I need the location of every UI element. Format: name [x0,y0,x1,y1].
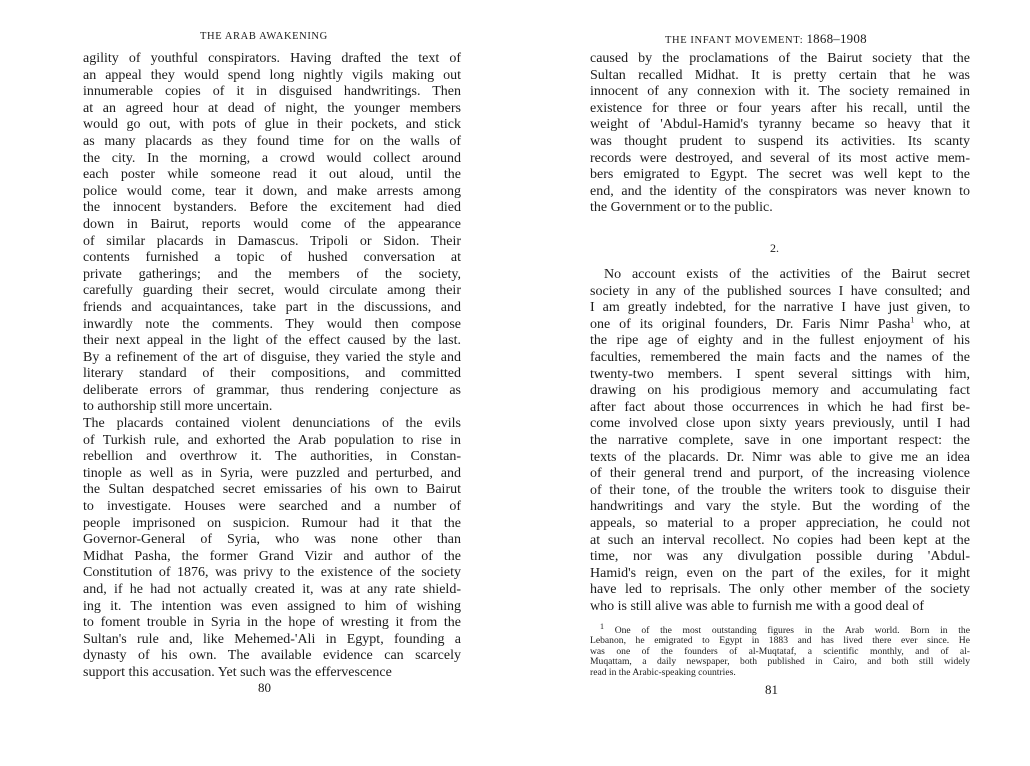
text-line: come involved close upon sixty years previously, until I had [590,416,970,432]
page-number: 80 [258,680,271,695]
text-line: as many placards as they found time for on the walls of [83,133,461,149]
text-line: weight of 'Abdul-Hamid's tyranny became so heavy that it [590,117,970,133]
footnote-line: Lebanon, he emigrated to Egypt in 1883 and has lived there ever since. He [590,635,970,647]
running-head-title: THE INFANT MOVEMENT: [665,35,807,46]
text-line: ing it. The intention was even assigned to him of wishing [83,598,461,614]
text-line: twenty-two members. I spent several sittings with him, [590,366,970,382]
text-line: bers emigrated to Egypt. The secret was well kept to the [590,167,970,183]
text-line: each poster while someone read it out aloud, until the [83,167,461,183]
text-line: rebellion and overthrow it. The authorities, in Constan- [83,449,461,465]
text-line: texts of the placards. Dr. Nimr was able to give me an idea [590,449,970,465]
text-line: private gatherings; and the members of the society, [83,266,461,282]
text-line: of Turkish rule, and exhorted the Arab population to rise in [83,432,461,448]
text-line: at such an interval recollect. No copies had been kept at the [590,532,970,548]
text-line: have led to reprisals. The only other member of the society [590,582,970,598]
text-line: innocent of any connexion with it. The society remained in [590,84,970,100]
text-line: people imprisoned on suspicion. Rumour had it that the [83,515,461,531]
text-line: their next appeal in the light of the effect caused by the last. [83,333,461,349]
footnote-marker: 1 [910,315,915,325]
text-line: handwritings and vary the style. But the wording of the [590,499,970,515]
text-line: I am greatly indebted, for the narrative I have just given, to [590,300,970,316]
body-text-section-1 [590,51,970,217]
text-line: friends and acquaintances, take part in the discussions, and [83,299,461,315]
text-line: of similar placards in Damascus. Tripoli or Sidon. Their [83,233,461,249]
text-line: would go out, with pots of glue in their pockets, and stick [83,117,461,133]
running-head-years: 1868–1908 [806,31,867,46]
text-line: Sultan's rule and, like Mehemed-'Ali in Egypt, founding a [83,631,461,647]
text-line: of their tone, of the trouble the writers took to disguise their [590,482,970,498]
text-line: literary standard of their compositions, and committed [83,366,461,382]
text-line: dynasty of his own. The available evidence can scarcely [83,648,461,664]
text-line: faculties, remembered the main facts and the names of the [590,349,970,365]
text-line: to investigate. Houses were searched and a number of [83,499,461,515]
text-line: carefully guarding their secret, would circulate among their [83,283,461,299]
text-line: The placards contained violent denunciations of the evils [83,416,461,432]
text-line: after fact about those occurrences in which he had first be- [590,399,970,415]
text-line: and, if he had not actually created it, was at any rate shield- [83,582,461,597]
text-line: the Government or to the public. [590,200,773,216]
section-number: 2. [770,241,779,255]
body-text [83,51,461,682]
text-line: the narrative complete, save in one important respect: the [590,432,970,448]
text-line: the innocent bystanders. Before the excitement had died [83,200,461,216]
text-line: end, and the identity of the conspirators was never known to [590,183,970,199]
right-page [515,0,1030,766]
text-line: of their general trend and purport, of the increasing violence [590,466,970,482]
text-line: No account exists of the activities of the Bairut secret [604,267,970,282]
footnote [590,621,970,678]
running-head: THE ARAB AWAKENING [200,31,328,42]
text-line: caused by the proclamations of the Bairut society that the [590,51,970,66]
footnote-line: Muqattam, a daily newspaper, both published in Cairo, and both still widely [590,656,970,668]
text-line: By a refinement of the art of disguise, they varied the style and [83,349,461,365]
text-line: drawing on his prodigious memory and accumulating fact [590,383,970,399]
text-line: agility of youthful conspirators. Having drafted the text of [83,51,461,66]
text-line: was thought prudent to suspend its activities. Its scanty [590,133,970,149]
text-line: Hamid's reign, even on the part of the exiles, for it might [590,565,970,581]
footnote-line: was one of the founders of al-Muqtataf, a scientific monthly, and of al- [590,645,970,657]
text-segment: who, at [914,316,970,332]
text-line: Constitution of 1876, was privy to the existence of the society [83,565,461,581]
page-number: 81 [765,682,778,697]
text-line: Midhat Pasha, the former Grand Vizir and author of the [83,548,461,564]
text-line: to foment trouble in Syria in the hope of wresting it from the [83,615,461,631]
text-line: the ripe age of eighty and in the fullest enjoyment of his [590,333,970,349]
text-line: the city. In the morning, a crowd would collect around [83,150,461,166]
text-line: down in Bairut, reports would come of the appearance [83,216,461,232]
text-line: an appeal they would spend long nightly vigils making out [83,67,461,83]
footnote-line: $^1$ One of the most outstanding figures in the Arab world. Born in the [600,621,970,636]
text-line: deliberate errors of grammar, thus rendering conjecture as [83,382,461,398]
text-line: police would come, tear it down, and make arrests among [83,183,461,199]
text-line: time, nor was any divulgation possible during 'Abdul- [590,549,970,565]
text-line: support this accusation. Yet such was the effervescence [83,664,392,680]
text-line: appeals, so material to a proper appreciation, he could not [590,515,970,531]
running-head [665,31,867,47]
text-line: contents furnished a topic of hushed conversation at [83,250,461,266]
text-line: Governor-General of Syria, who was none other than [83,532,461,548]
text-line: who is still alive was able to furnish me with a good deal of [590,598,924,614]
text-line: to authorship still more uncertain. [83,399,273,415]
text-line: records were destroyed, and several of its most active mem- [590,150,970,166]
text-line: at an agreed hour at dead of night, the younger members [83,100,461,116]
text-line: innumerable copies of it in disguised handwritings. Then [83,84,461,100]
text-line: existence for three or four years after his recall, until the [590,100,970,116]
text-segment: one of its original founders, Dr. Faris Nimr Pasha [590,316,911,332]
text-line: inwardly note the comments. They would then compose [83,316,461,332]
text-line [590,317,970,334]
text-line: tinople as well as in Syria, were puzzled and perturbed, and [83,465,461,481]
text-line: the Sultan despatched secret emissaries of his own to Bairut [83,482,461,498]
footnote-marker: 1 [600,621,604,631]
footnote-line: read in the Arabic-speaking countries. [590,666,736,678]
text-line: society in any of the published sources I have consulted; and [590,283,970,299]
text-line: Sultan recalled Midhat. It is pretty certain that he was [590,67,970,83]
body-text-section-2 [590,267,970,615]
